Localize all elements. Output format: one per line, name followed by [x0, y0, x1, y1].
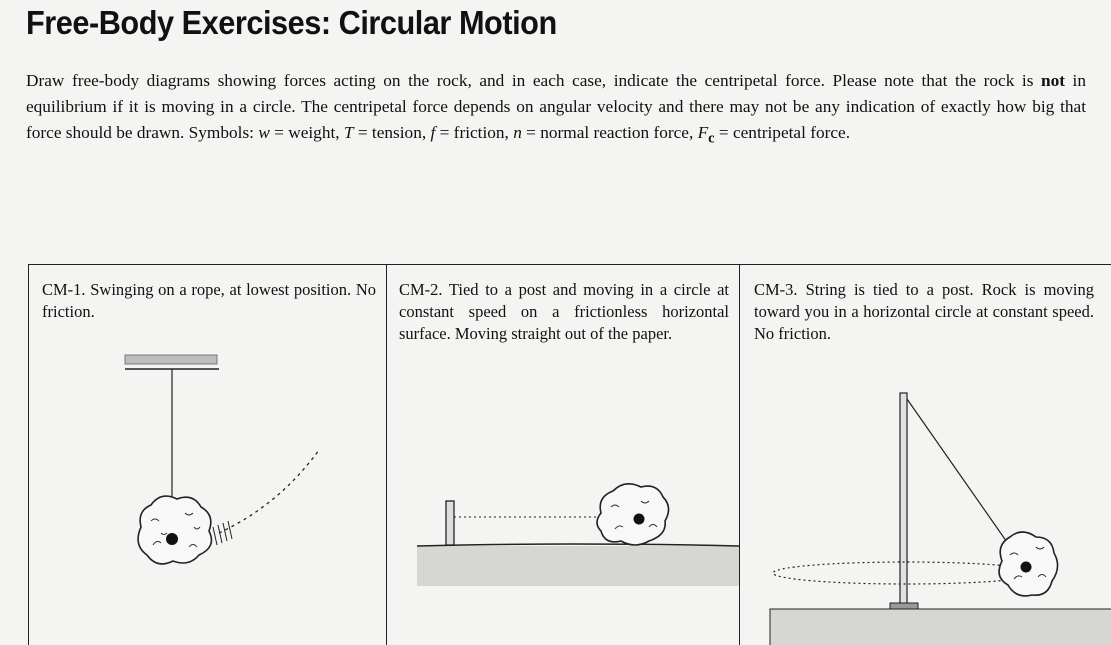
- symbol-centripetal-subscript: c: [708, 130, 715, 147]
- symbol-centripetal-desc: = centripetal force.: [714, 123, 851, 142]
- symbol-weight: w: [258, 123, 270, 142]
- symbol-tension-desc: = tension,: [353, 123, 431, 142]
- rock: [138, 496, 211, 564]
- rock-center-dot: [634, 514, 645, 525]
- instructions-text: Draw free-body diagrams showing forces acting on the rock, and in each case, indicate the centripetal force. Please note that the rock is: [26, 71, 1041, 90]
- exercise-cell-cm1: [29, 265, 387, 645]
- conical-pendulum-illustration: [740, 265, 1111, 645]
- symbol-normal: n: [513, 123, 522, 142]
- pendulum-illustration: [29, 265, 386, 645]
- surface-edge: [417, 544, 739, 546]
- post-surface-illustration: [387, 265, 739, 645]
- rock-center-dot: [1021, 562, 1032, 573]
- symbol-normal-desc: = normal reaction force,: [521, 123, 698, 142]
- instructions-emphasis: not: [1040, 71, 1065, 90]
- symbol-centripetal: F: [697, 123, 709, 142]
- symbol-weight-desc: = weight,: [269, 123, 344, 142]
- instructions-paragraph: [26, 68, 1086, 151]
- exercise-cell-cm2: [387, 265, 740, 645]
- symbol-friction-desc: = friction,: [435, 123, 514, 142]
- ceiling-support: [125, 355, 217, 364]
- page-title: Free-Body Exercises: Circular Motion: [26, 4, 557, 41]
- motion-lines: [213, 521, 232, 545]
- instructions-text: in equilibrium if it is moving in a circle. The centripetal force depends on angular velocity and there may not be any indication of exactly how big that force should be drawn. Symbols:: [26, 71, 1087, 142]
- symbol-friction: f: [430, 123, 436, 142]
- exercise-table: [28, 264, 1111, 645]
- surface: [417, 546, 739, 586]
- exercise-caption: CM-2. Tied to a post and moving in a circle at constant speed on a frictionless horizontal surface. Moving straight out of the paper.: [399, 280, 729, 343]
- post: [900, 393, 907, 605]
- post-base: [890, 603, 918, 609]
- exercise-caption: CM-3. String is tied to a post. Rock is moving toward you in a horizontal circle at constant speed. No friction.: [754, 280, 1094, 343]
- ground: [770, 609, 1111, 645]
- exercise-cell-cm3: [740, 265, 1111, 645]
- rock: [597, 484, 669, 545]
- exercise-caption: CM-1. Swinging on a rope, at lowest position. No friction.: [42, 280, 376, 321]
- symbol-tension: T: [343, 123, 354, 142]
- swing-path: [219, 450, 319, 533]
- rock-center-dot: [166, 533, 178, 545]
- post: [446, 501, 454, 545]
